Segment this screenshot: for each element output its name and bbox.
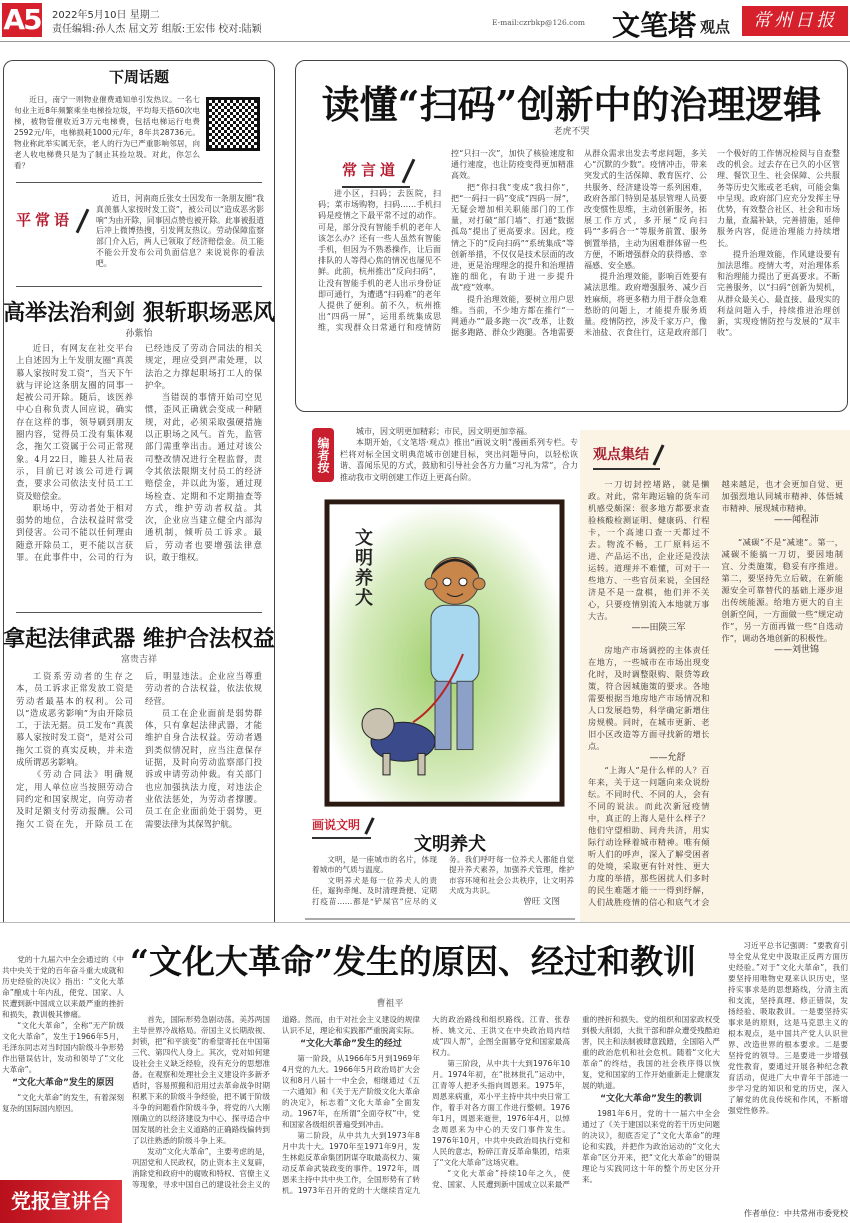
history-col1: 党的十九届六中全会通过的《中共中央关于党的百年奋斗重大成就和历史经验的决议》指出：“文化大革命”酿成十年内乱，使党、国家、人民遭到新中国成立以来最严重的挫折和损失，教训极其惨痛。 “文化大革命”，全称“无产阶级文化大革命”，发生于1966年5月，毛泽东同志对当时国内阶级斗争形势作出错误估计，发动和领导了“文化大革命”。 “文化大革命”发生的原因 “文化大革命”的发生，有着深刻复杂的国际国内原因。 <box>2 955 124 1113</box>
editor-credits: 责任编辑:孙人杰 屈文芳 组版:王宏伟 校对:陆颖 <box>52 24 262 35</box>
viewpoints-label: 观点集结 <box>593 444 660 470</box>
cartoon-vertical-title: 文明养犬 <box>352 528 373 608</box>
next-topic-text: 近日，南宁一则物业催费通知单引发热议。一名七旬业主近8年频繁乘坐电梯捡垃圾，平均每天搭60次电梯，被物管催收近3万元电梯费，包括电梯运行电费2592元/年，电梯损耗1000元/年，8年共28736元。物业称此举实属无奈，老人的行为已严重影响邻居，向老人收电梯费只是为了制止其捡垃圾。对此，你怎么看？ <box>14 95 200 170</box>
history-title: “文化大革命”发生的原因、经过和教训 <box>130 942 696 981</box>
section-name: 观点 <box>700 18 731 36</box>
main-article-author: 老虎不哭 <box>553 127 590 137</box>
pen-icon <box>364 817 374 835</box>
viewpoint-item: 房地产市场调控的主体责任在地方，一些城市在市场出现变化时，及时调整限购、限贷等政策，符合因城施策的要求。各地需要根据当地房地产市场情况和人口发展趋势，科学确定新增住房规模。同时，在城市更新、老旧小区改造等方面寻找新的增长点。 ——允舒 <box>588 645 710 763</box>
history-main-columns: 首先，国际形势急剧动荡。美苏两国主导世界冷战格局。帝国主义长期敌视、封锁，把“和平演变”的希望寄托在中国第三代、第四代人身上。其次，党对如何建设社会主义缺乏经验，没有充分的思想准备。在观察和处理社会主义建设许多新矛盾时，容易照搬和沿用过去革命战争时期积累下来的阶级斗争经验，把不属于阶级斗争的问题看作阶级斗争，将党的八大刚刚确立的以经济建设为中心、探寻适合中国发展的社会主义道路的正确路线偏转到了以往熟悉的阶级斗争上来。 发动“文化大革命”，主要考虑的是，巩固党和人民政权，防止资本主义复辟，消除党和政府中的腐败和特权、官僚主义等现象，寻求中国自己的建设社会主义的道路。然而，由于对社会主义建设的规律认识不足，理论和实践都严重脱离实际。 “文化大革命”发生的经过 第一阶段，从1966年5月到1969年4月党的九大。1966年5月政治局扩大会议和8月八届十一中全会，相继通过《五一六通知》和《关于无产阶级文化大革命的决定》，标志着“文化大革命”全面发动。1967年，在所谓“全面夺权”中，党和国家各级组织普遍受到冲击。 第二阶段，从中共九大到1973年8月中共十大。1970年至1971年9月，发生林彪反革命集团阴谋夺取最高权力、策动反革命武装政变的事件。1972年，周恩来主持中共中央工作，全国形势有了转机。1973年召开的党的十大继续肯定九大的政治路线和组织路线。江青、张春桥、姚文元、王洪文在中央政治局内结成“四人帮”，企图全面篡夺党和国家最高权力。 第三阶段，从中共十大到1976年10月。1974年初，在“批林批孔”运动中，江青等人把矛头指向周恩来。1975年，周恩来病重，邓小平主持中共中央日常工作，着手对各方面工作进行整顿。1976年1月，周恩来逝世，1976年4月，以悼念周恩来为中心的天安门事件发生。1976年10月，中共中央政治局执行党和人民的意志，粉碎江青反革命集团，结束了“文化大革命”这场灾难。 “文化大革命”持续10年之久，使党、国家、人民遭到新中国成立以来最严重的挫折和损失。党的组织和国家政权受到极大削弱，大批干部和群众遭受残酷迫害，民主和法制被肆意践踏，全国陷入严重的政治危机和社会危机。随着“文化大革命”的终结，我国的社会秩序得以恢复，党和国家的工作开始重新走上健康发展的轨道。 “文化大革命”发生的教训 1981年6月，党的十一届六中全会通过了《关于建国以来党的若干历史问题的决议》，彻底否定了“文化大革命”的理论和实践，并把作为政治运动的“文化大革命”区分开来，把“文化大革命”的错误理论与实践同这十年的整个历史区分开来。 <box>132 1015 720 1195</box>
article2-body: 工资系劳动者的生存之本，员工诉求正常发放工资是劳动者最基本的权利。公司以“造成恶劣影响”为由开除员工，于法无据。员工发布“真羡慕人家按时发工资”，是对公司拖欠工资的真实反映，并未造成所谓恶劣影响。 《劳动合同法》明确规定，用人单位应当按照劳动合同约定和国家规定，向劳动者及时足额支付劳动报酬。公司拖欠工资在先，开除员工在后，明显违法。企业应当尊重劳动者的合法权益，依法依规经营。 员工在企业面前是弱势群体，只有拿起法律武器，才能维护自身合法权益。劳动者遇到类似情况时，应当注意保存证据，及时向劳动监察部门投诉或申请劳动仲裁。有关部门也应加强执法力度，对违法企业依法惩处，为劳动者撑腰。员工在企业面前处于弱势，更需要法律为其保驾护航。 <box>16 671 262 829</box>
pingchangyu-label: 平常语 <box>16 208 84 234</box>
qr-code[interactable] <box>206 97 260 151</box>
issue-date: 2022年5月10日 星期二 <box>52 10 160 21</box>
subheading-cause: “文化大革命”发生的原因 <box>12 1078 114 1088</box>
article1-author: 孙紫怡 <box>125 329 153 339</box>
subheading-process: “文化大革命”发生的经过 <box>300 1039 402 1049</box>
history-author: 曹祖平 <box>376 999 404 1009</box>
article2-title: 拿起法律武器 维护合法权益 <box>3 626 275 652</box>
page-header <box>0 0 850 42</box>
divider <box>16 286 262 287</box>
subheading-lesson: “文化大革命”发生的教训 <box>600 1094 702 1104</box>
next-topic-heading: 下周话题 <box>108 68 169 86</box>
main-article-body: 进小区，扫码；去医院，扫码；菜市场购物，扫码……手机扫码是疫情之下最平常不过的动作。可是，部分没有智能手机的老年人该怎么办？还有一些人虽然有智能手机，但因为不熟悉操作，让后面排队的人等得心焦的情况也屡见不鲜。此前，杭州推出“反向扫码”，让没有智能手机的老人出示身份证即可通行，为遭遇“扫码难”的老年人提供了便利。前不久，杭州推出“四码一屏”，运用系统集成思维，实现群众日常通行和疫情防控“只扫一次”，加快了核验速度和通行速度，也让防疫变得更加精准高效。 把“你扫我”变成“我扫你”，把“一码扫一码”变成“四码一屏”，无疑会增加相关职能部门的工作量，对打破“部门墙”、打通“数据孤岛”提出了更高要求。因此，疫情之下的“反向扫码”“系统集成”等创新举措，不仅仅是技术层面的改进，更是治理理念的提升和治理措施的细化，有助于进一步提升战“疫”效率。 提升治理效能，要树立用户思维。当前，不少地方都在推行“一网通办”“最多跑一次”改革，让数据多跑路、群众少跑腿。各地需要从群众需求出发去考虑问题，多关心“沉默的少数”。疫情冲击，带来突发式的生活保障、教育医疗、公共服务、经济建设等一系列困难，政府各部门特别是基层管理人员要改变惯性思维，主动创新服务，拓展工作方式，多开展“反向扫码”“多码合一”等服务前置、服务倒置举措，主动为困难群体留一些方便，不断增强群众的获得感、幸福感、安全感。 提升治理效能，影响百姓要有减法思维。政府增强服务、减少百姓麻烦，将更多精力用于群众急难愁盼的问题上，才能提升服务质量。疫情防控，涉及千家万户，像米油盐、衣食住行，这是政府部门一个极好的工作情况检阅与自查整改的机会。过去存在已久的小区管理、餐饮卫生、社会保障、公共服务等历史欠账或老毛病，可能会集中呈现。政府部门应充分发挥主导优势，有效整合社区、社会和市场力量，查漏补缺，完善措施，延伸服务内容，促进治理能力持续增长。 提升治理效能，作风建设要有加法思维。疫情大考，对治理体系和治理能力提出了更高要求。不断完善服务，以“扫码”创新为契机，从群众最关心、最直接、最现实的利益问题入手，持续推进治理创新，实现疫情防控与发展的“双丰收”。 <box>318 149 840 338</box>
viewpoint-item: “上海人”是什么样的人？百年来，关于这一问题向来众说纷纭。不同时代、不同的人，会有不同的说法。而此次新冠疫情中，真正的上海人是什么样子？他们守望相助、同舟共济，用实际行动诠释着城市精神。唯有倾听人们的呼声，深入了解受困者的处境，采取更有针对性、更大力度的举措，那些困扰人们多时的民生难题才能一一得到纾解，人们战胜疫情的信心和底气才会越来越足，也才会更加自觉、更加强烈地认同城市精神、体悟城市精神、展现城市精神。 ——闻程沛 <box>588 479 843 907</box>
article2-author: 富贵吉祥 <box>120 655 157 665</box>
email: E-mail:czrbkp@126.com <box>492 18 585 27</box>
article1-body: 近日，有网友在社交平台上自述因为上午发朋友圈“真羡慕人家按时发工资”，当天下午就与评论这条朋友圈的同事一起被公司开除。随后，该医养中心自称负责人回应说，确实存在这样的事，领导刷到朋友圈内容，觉得员工没有集体观念，拖欠工资属于公司正常现象。4月22日，睢县人社局表示，目前已对该公司进行调查，要求公司依法支付员工工资及赔偿金。 职场中，劳动者处于相对弱势的地位，合法权益时常受到侵害。公司不能以任何理由随意开除员工，更不能以言获罪。在此事件中，公司的行为已经违反了劳动合同法的相关规定，理应受到严肃处理，以法治之力撑起职场打工人的保护伞。 当错误的事情开始司空见惯，歪风正确就会变成一种陋规，对此，必须采取强硬措施以正职场之风气。首先，监管部门需重拳出击。通过对该公司整改情况进行全程监督，责令其依法限期支付员工的经济赔偿金，并以此为鉴，通过现场检查、定期和不定期抽查等方式，维护劳动者权益。其次，企业应当建立健全内部沟通机制，倾听员工诉求。最后，劳动者也要增强法律意识，敢于维权。 <box>16 343 262 563</box>
cartoon-illustration <box>323 498 578 810</box>
cartoon-credit: 曾旺 文图 <box>523 896 560 907</box>
divider <box>16 612 262 613</box>
editor-note-text: 城市，因文明更加精彩；市民，因文明更加幸福。 本期开始，《文笔塔·观点》推出“画说文明”漫画系列专栏。专栏将对标全国文明典范城市创建目标，突出问题导向，以轻松诙谐、喜闻乐见的方式，鼓励和引导社会各方力量“习礼为常”，合力推动我市文明创建工作迈上更高台阶。 <box>340 427 578 482</box>
main-article-title: 读懂“扫码”创新中的治理逻辑 <box>321 82 822 127</box>
huashuo-label: 画说文明 <box>312 816 371 839</box>
column-name: 文笔塔 <box>612 9 697 42</box>
page-number: A5 <box>3 3 41 36</box>
article1-title: 高举法治利剑 狠斩职场恶风 <box>3 300 275 326</box>
viewpoints-body <box>588 478 843 914</box>
editor-note-badge: 编者按 <box>312 428 334 482</box>
party-lecture-banner: 党报宣讲台 <box>0 1180 122 1223</box>
changyandao-label: 常言道 <box>342 158 410 188</box>
viewpoint-item: “减碳”不是“减速”。第一，减碳不能搞一刀切，要因地制宜、分类施策，稳妥有序推进。第二，要坚持先立后破，在新能源安全可靠替代的基础上逐步退出传统能源。给地方更大的自主创新空间，一方面做一些“规定动作”，另一方面再做一些“自选动作”，调动各地创新的积极性。 ——刘世锦 <box>721 537 843 655</box>
pingchangyu-text: 近日，河南商丘张女士因发布一条朋友圈“我真羡慕人家按时发工资”，被公司以“造成恶劣影响”为由开除，同事因点赞也被开除。此事被报道后冲上微博热搜，引发网友热议。劳动保障监察部门介入后，两人已领取了经济赔偿金。员工能不能公开发布公司负面信息？来说说你的看法吧。 <box>96 194 264 268</box>
divider <box>305 918 575 920</box>
history-col6: 习近平总书记强调：“要教育引导全党从党史中汲取正反两方面历史经验。”对于“文化大革命”，我们要坚持用唯物史观来认识历史，坚持实事求是的思想路线，分清主流和支流，坚持真理、修正错误，发扬经验、吸取教训。一是要坚持实事求是的原则，这是马克思主义的根本观点，是中国共产党人认识世界、改造世界的根本要求。二是要坚持党的领导。三是要进一步增强党性教育，要通过开展各种纪念教育活动，促进广大中青年干部进一步学习党的知识和党的历史，深入了解党的优良传统和作风，不断增强党性修养。 <box>728 941 848 1115</box>
paper-logo: 常州日报 <box>742 6 848 36</box>
cartoon-caption: 文明，是一座城市的名片，体现着城市的气质与温度。 文明养犬是每一位养犬人的责任，遛狗牵绳、及时清理粪便、定期打疫苗……都是“铲屎官”应尽的义务。我们呼吁每一位养犬人都能自觉提升养犬素养，加强养犬管理，维护市容环境和社会公共秩序，让文明养犬成为共识。 曾旺 文图 <box>312 855 574 907</box>
cartoon-title: 文明养犬 <box>414 834 486 855</box>
viewpoint-item: 一刀切封控堵路，就是懒政。对此，常年跑运输的货车司机感受颇深：很多地方都要求查验核酸检测证明、健康码、行程卡，一个高速口查一天都过不去。物流不畅，工厂原料运不进、产品运不出，企业还是没法运转。道理并不难懂，可对于一些地方、一些官员来说，全国经济是不是一盘棋，他们并不关心，只要疫情别流入本地就万事大吉。 ——田陕三军 <box>588 479 710 633</box>
author-note: 作者单位：中共常州市委党校 <box>744 1209 848 1218</box>
divider <box>16 182 262 183</box>
section-divider <box>0 922 850 923</box>
